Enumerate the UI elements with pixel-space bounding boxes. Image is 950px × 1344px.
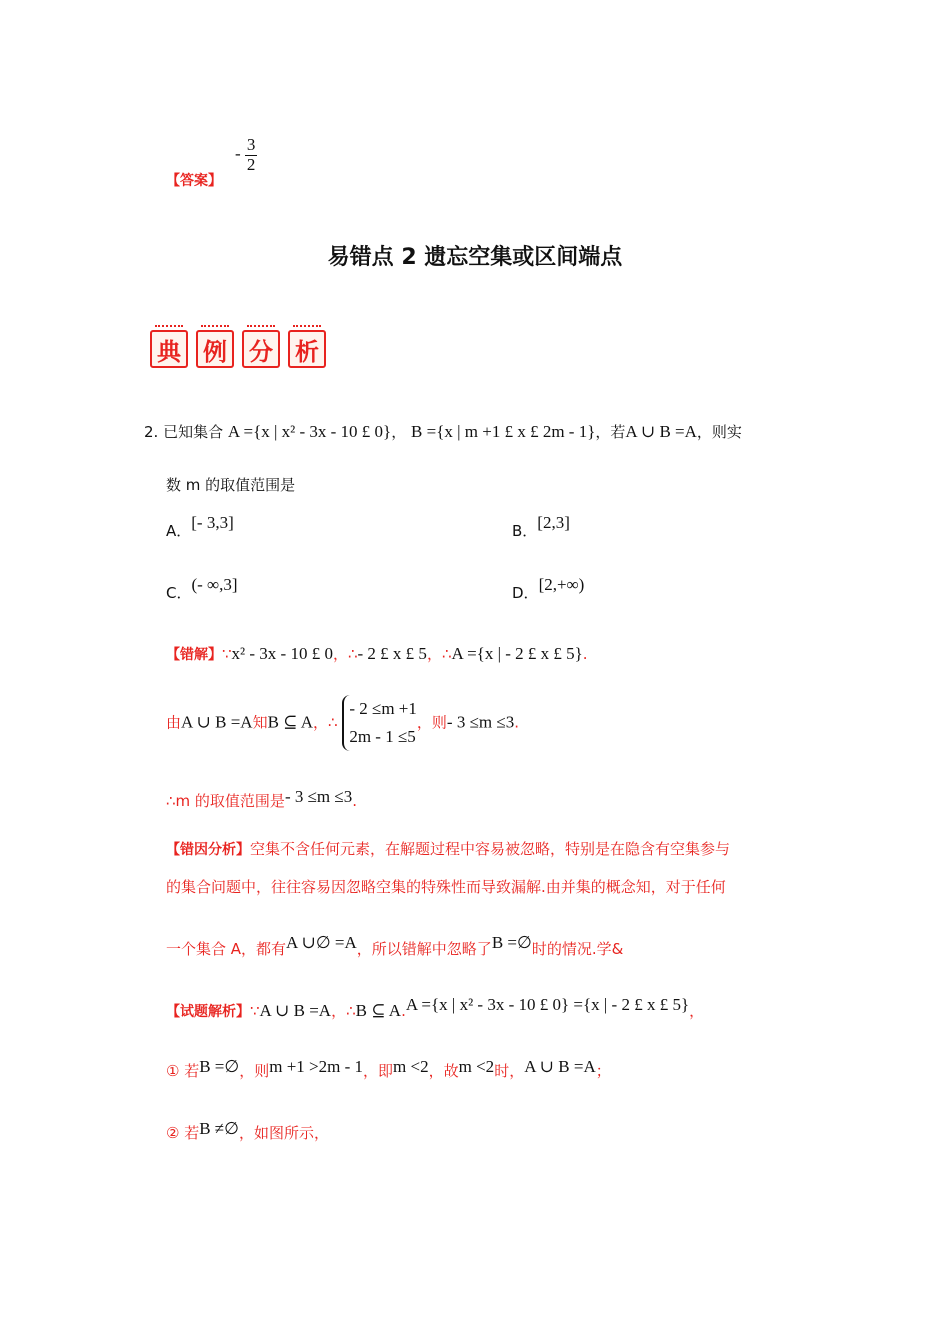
fraction-denominator: 2 bbox=[246, 154, 256, 174]
option-label: D． bbox=[512, 584, 539, 602]
banner-char: 典 bbox=[150, 330, 188, 368]
math-expr: A ∪∅ =A bbox=[286, 933, 357, 952]
math-expr: A ∪ B =A bbox=[181, 712, 253, 732]
set-b: B ={x | m +1 £ x £ 2m - 1} bbox=[411, 422, 596, 441]
math-expr: - 2 £ x £ 5 bbox=[357, 644, 427, 663]
solution-case-1 bbox=[166, 1057, 611, 1081]
math-expr: B ⊆ A bbox=[355, 1001, 402, 1020]
text: 时， bbox=[494, 1062, 525, 1080]
math-expr: m <2 bbox=[393, 1057, 429, 1076]
text: 空集不含任何元素，在解题过程中容易被忽略，特别是在隐含有空集参与 bbox=[250, 840, 731, 858]
case-label: ① 若 bbox=[166, 1062, 200, 1080]
analysis-tag: 【错因分析】 bbox=[166, 842, 250, 858]
text: ，则 bbox=[239, 1062, 270, 1080]
answer-tag: 【答案】 bbox=[166, 173, 222, 189]
fraction-numerator: 3 bbox=[246, 135, 256, 154]
question-text: ，若 bbox=[595, 423, 626, 441]
text: 知 bbox=[252, 713, 268, 732]
set-a: A ={x | x² - 3x - 10 £ 0} bbox=[227, 422, 392, 441]
option-value: [- 3,3] bbox=[191, 513, 234, 532]
text: ∴m 的取值范围是 bbox=[166, 792, 285, 810]
punct: . bbox=[582, 645, 588, 663]
solution-case-2 bbox=[166, 1119, 329, 1143]
math-expr: - 3 ≤m ≤3 bbox=[284, 787, 353, 806]
answer-sign: - bbox=[235, 144, 241, 164]
option-label: B． bbox=[512, 522, 538, 540]
question-line-2: 数 m 的取值范围是 bbox=[166, 476, 296, 494]
text: ，所以错解中忽略了 bbox=[356, 940, 492, 958]
option-value: (- ∞,3] bbox=[191, 575, 238, 594]
analysis-line-3 bbox=[166, 933, 624, 959]
punct: . bbox=[352, 792, 358, 810]
wrong-solution-line-2 bbox=[166, 695, 519, 751]
banner-char: 分 bbox=[242, 330, 280, 368]
question-line-1 bbox=[144, 421, 742, 442]
option-label: A． bbox=[166, 522, 192, 540]
math-expr: m +1 >2m - 1 bbox=[269, 1057, 364, 1076]
therefore-symbol: ，∴ bbox=[313, 713, 338, 732]
therefore-symbol: ，∴ bbox=[332, 645, 358, 663]
option-value: [2,3] bbox=[537, 513, 570, 532]
text: 时的情况.学& bbox=[531, 940, 624, 958]
question-number: 2. bbox=[144, 423, 159, 441]
punct: ， bbox=[689, 1002, 705, 1020]
math-expr: A ∪ B =A bbox=[259, 1001, 332, 1020]
wrong-solution-line-3 bbox=[166, 787, 358, 811]
question-text: ，则实 bbox=[696, 423, 742, 441]
math-expr: B ≠∅ bbox=[199, 1119, 239, 1138]
analysis-line-2: 的集合问题中，往往容易因忽略空集的特殊性而导致漏解.由并集的概念知，对于任何 bbox=[166, 878, 726, 896]
math-expr: A ={x | - 2 £ x £ 5} bbox=[451, 644, 583, 663]
text: 一个集合 A，都有 bbox=[166, 940, 287, 958]
option-c[interactable] bbox=[166, 575, 238, 603]
math-expr: B ⊆ A bbox=[267, 712, 313, 732]
option-b[interactable] bbox=[512, 513, 570, 541]
banner-char: 例 bbox=[196, 330, 234, 368]
wrong-solution-line-1 bbox=[166, 643, 588, 664]
union-condition: A ∪ B =A bbox=[625, 422, 697, 441]
therefore-symbol: ，∴ bbox=[426, 645, 452, 663]
answer-value bbox=[235, 136, 257, 174]
inequality-row: - 2 ≤m +1 bbox=[349, 699, 417, 718]
question-text: 已知集合 bbox=[163, 423, 224, 441]
math-expr: B =∅ bbox=[491, 933, 532, 952]
solution-line-1 bbox=[166, 995, 705, 1021]
math-expr: A ∪ B =A bbox=[524, 1057, 596, 1076]
answer-fraction bbox=[245, 136, 258, 174]
punct: . bbox=[514, 713, 519, 732]
math-expr: x² - 3x - 10 £ 0 bbox=[231, 644, 333, 663]
example-analysis-banner bbox=[150, 330, 334, 368]
therefore-symbol: ，∴ bbox=[331, 1002, 356, 1020]
punct: . bbox=[401, 1002, 406, 1020]
punct: ； bbox=[595, 1062, 611, 1080]
option-d[interactable] bbox=[512, 575, 585, 603]
text: ，即 bbox=[363, 1062, 394, 1080]
section-title: 易错点 2 遗忘空集或区间端点 bbox=[327, 245, 623, 270]
inequality-system bbox=[342, 695, 417, 751]
text: ，则 bbox=[416, 713, 447, 732]
analysis-line-1 bbox=[166, 838, 730, 859]
math-expr: A ={x | x² - 3x - 10 £ 0} ={x | - 2 £ x £ 5} bbox=[405, 995, 690, 1014]
text: ，如图所示， bbox=[238, 1124, 329, 1142]
wrong-solution-tag: 【错解】 bbox=[166, 647, 222, 663]
case-label: ② 若 bbox=[166, 1124, 200, 1142]
math-expr: B =∅ bbox=[199, 1057, 240, 1076]
option-value: [2,+∞) bbox=[538, 575, 585, 594]
option-label: C． bbox=[166, 584, 192, 602]
text: 由 bbox=[166, 713, 182, 732]
math-expr: - 3 ≤m ≤3 bbox=[446, 712, 515, 732]
inequality-row: 2m - 1 ≤5 bbox=[349, 727, 416, 746]
because-symbol: ∵ bbox=[222, 645, 232, 663]
math-expr: m <2 bbox=[458, 1057, 495, 1076]
punct: ， bbox=[391, 423, 407, 441]
option-a[interactable] bbox=[166, 513, 234, 541]
banner-char: 析 bbox=[288, 330, 326, 368]
solution-tag: 【试题解析】 bbox=[166, 1004, 250, 1020]
because-symbol: ∵ bbox=[250, 1002, 260, 1020]
text: ，故 bbox=[428, 1062, 459, 1080]
